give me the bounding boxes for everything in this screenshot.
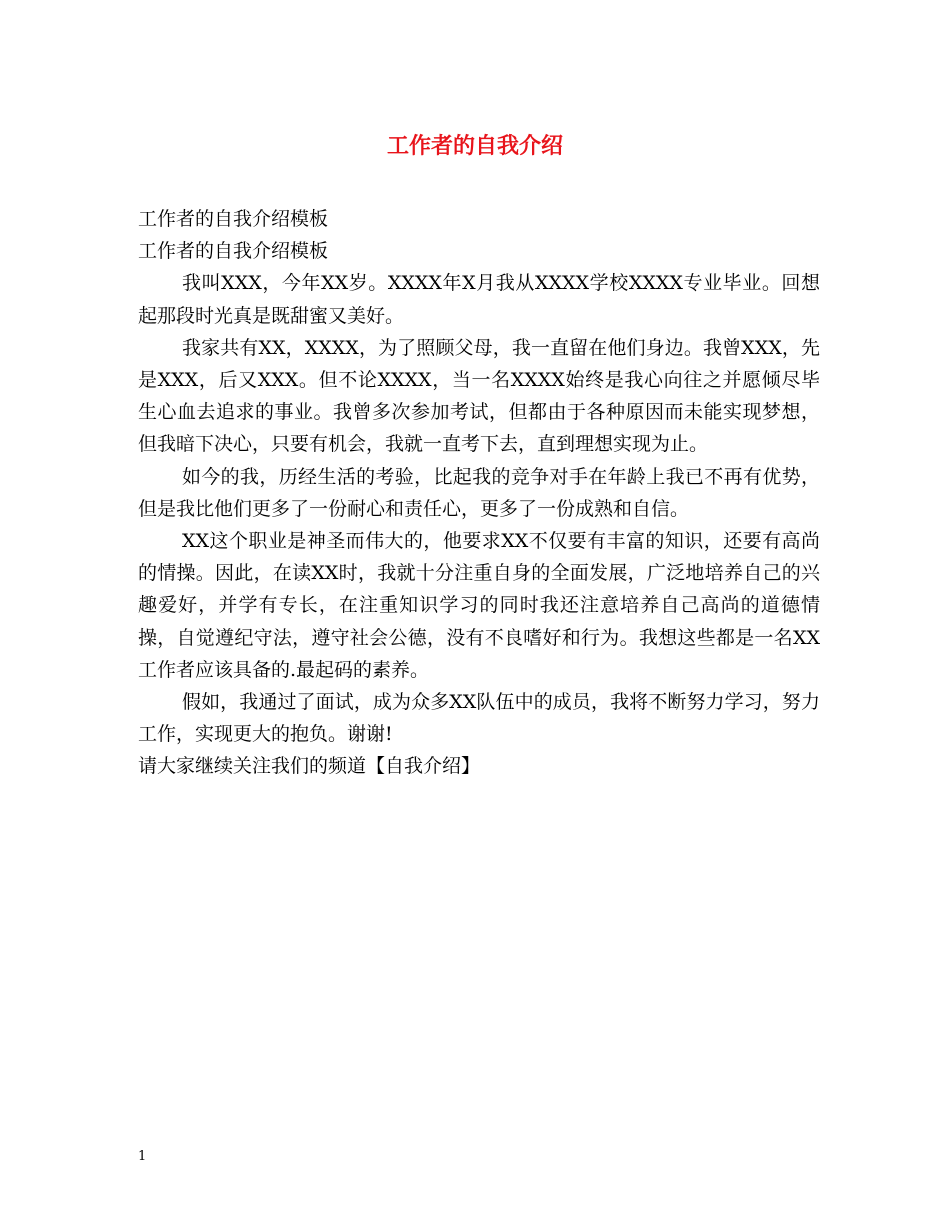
paragraph-present: 如今的我，历经生活的考验，比起我的竞争对手在年龄上我已不再有优势，但是我比他们更多了一份耐心和责任心，更多了一份成熟和自信。 [138,465,820,520]
closing-line: 请大家继续关注我们的频道【自我介绍】 [138,755,481,778]
subtitle-line: 工作者的自我介绍模板 [138,240,329,263]
document-title: 工作者的自我介绍 [386,133,563,159]
subtitle-line: 工作者的自我介绍模板 [138,208,329,230]
paragraph-profession: XX这个职业是神圣而伟大的，他要求XX不仅要有丰富的知识，还要有高尚的情操。因此，在读XX时，我就十分注重自身的全面发展，广泛地培养自己的兴趣爱好，并学有专长，在注重知识学习的同时我还注意培养自己高尚的道德情操，自觉遵纪守法，遵守社会公德，没有不良嗜好和行为。我想这些都是一名XX工作者应该具备的.最起码的素养。 [138,530,820,681]
paragraph-closing: 假如，我通过了面试，成为众多XX队伍中的成员，我将不断努力学习，努力工作，实现更大的抱负。谢谢! [138,691,820,746]
document-body [138,203,820,783]
page-number: 1 [138,1149,147,1164]
paragraph-family: 我家共有XX，XXXX，为了照顾父母，我一直留在他们身边。我曾XXX，先是XXX，后又XXX。但不论XXXX，当一名XXXX始终是我心向往之并愿倾尽毕生心血去追求的事业。我曾多次参加考试，但都由于各种原因而未能实现梦想，但我暗下决心，只要有机会，我就一直考下去，直到理想实现为止。 [138,336,820,456]
paragraph-intro: 我叫XXX，今年XX岁。XXXX年X月我从XXXX学校XXXX专业毕业。回想起那段时光真是既甜蜜又美好。 [138,272,820,327]
